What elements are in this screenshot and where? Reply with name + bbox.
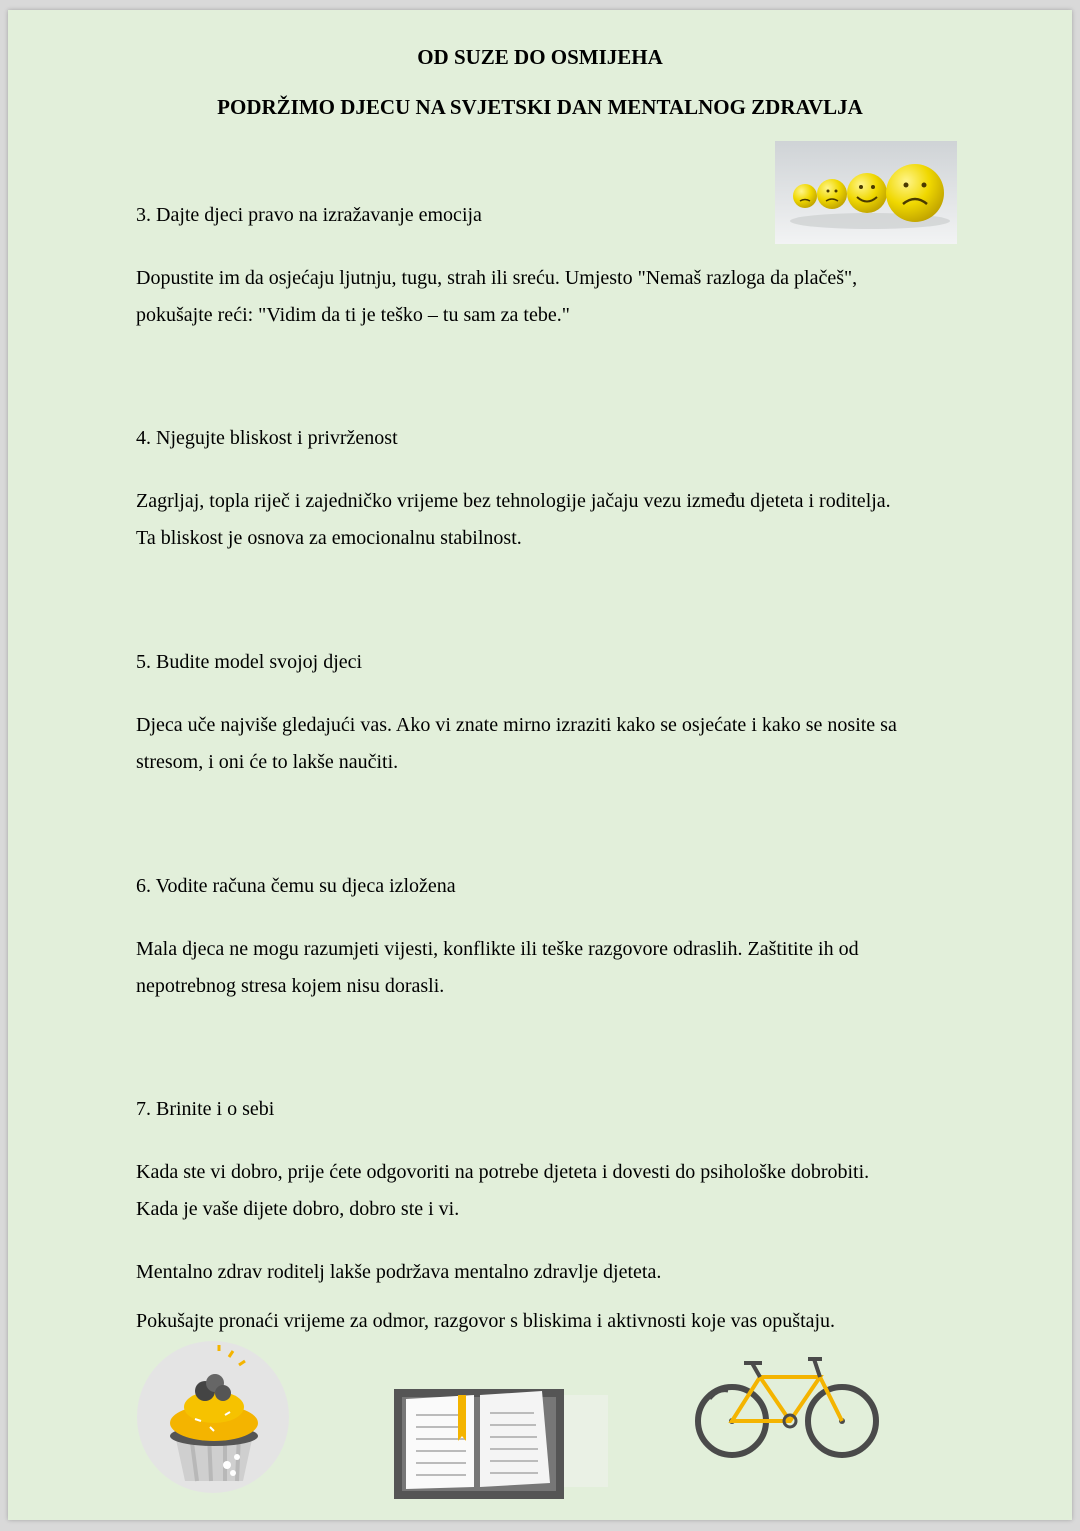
section-3-line-1: Dopustite im da osjećaju ljutnju, tugu, strah ili sreću. Umjesto "Nemaš razloga da plačeš", [136, 267, 858, 289]
section-3-line-2: pokušajte reći: "Vidim da ti je teško – tu sam za tebe." [136, 304, 570, 326]
bicycle-icon [690, 1355, 880, 1460]
section-7-heading: 7. Brinite i o sebi [136, 1098, 275, 1120]
section-4-text [136, 483, 976, 557]
document-title: OD SUZE DO OSMIJEHA [417, 45, 663, 69]
closing-text-2: Pokušajte pronaći vrijeme za odmor, razgovor s bliskima i aktivnosti koje vas opuštaju. [136, 1310, 836, 1332]
section-6-line-2: nepotrebnog stresa kojem nisu dorasli. [136, 975, 445, 997]
section-4-heading: 4. Njegujte bliskost i privrženost [136, 427, 398, 449]
section-7-line-1: Kada ste vi dobro, prije ćete odgovoriti na potrebe djeteta i dovesti do psihološke dobrobiti. [136, 1161, 870, 1183]
section-6-text [136, 931, 976, 1005]
section-4-line-1: Zagrljaj, topla riječ i zajedničko vrijeme bez tehnologije jačaju vezu između djeteta i roditelja. [136, 490, 891, 512]
section-3-text [136, 260, 976, 334]
document-subtitle: PODRŽIMO DJECU NA SVJETSKI DAN MENTALNOG ZDRAVLJA [217, 95, 863, 119]
section-7-text [136, 1154, 976, 1228]
open-book-icon [390, 1385, 610, 1503]
section-6-line-1: Mala djeca ne mogu razumjeti vijesti, konflikte ili teške razgovore odraslih. Zaštitite ih od [136, 938, 859, 960]
section-3-heading: 3. Dajte djeci pravo na izražavanje emocija [136, 204, 482, 226]
section-4-line-2: Ta bliskost je osnova za emocionalnu stabilnost. [136, 527, 522, 549]
section-7-line-2: Kada je vaše dijete dobro, dobro ste i vi. [136, 1198, 460, 1220]
section-5-line-1: Djeca uče najviše gledajući vas. Ako vi znate mirno izraziti kako se osjećate i kako se nosite sa [136, 714, 897, 736]
section-5-text [136, 707, 976, 781]
emoji-balls-icon [775, 141, 957, 244]
section-5-heading: 5. Budite model svojoj djeci [136, 651, 363, 673]
section-5-line-2: stresom, i oni će to lakše naučiti. [136, 751, 399, 773]
closing-line-1 [136, 1254, 976, 1291]
closing-text-1: Mentalno zdrav roditelj lakše podržava mentalno zdravlje djeteta. [136, 1261, 662, 1283]
cupcake-icon [135, 1335, 295, 1495]
section-6-heading: 6. Vodite računa čemu su djeca izložena [136, 875, 456, 897]
